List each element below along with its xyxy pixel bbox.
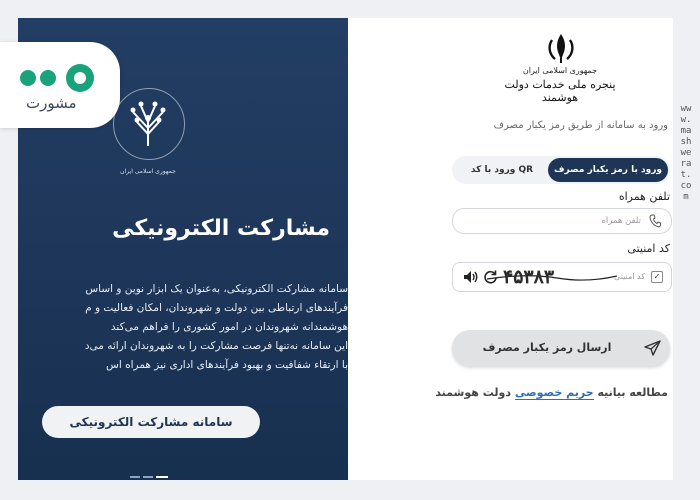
watermark-text: www.mashwerat.com <box>680 104 692 202</box>
tab-qr[interactable]: ورود با کد QR <box>470 165 534 175</box>
carousel-dot[interactable] <box>130 476 140 478</box>
carousel-dots[interactable] <box>130 466 171 480</box>
participation-system-button[interactable]: سامانه مشارکت الکترونیکی <box>42 406 260 438</box>
carousel-dot-active[interactable] <box>156 476 168 478</box>
tree-logo-icon <box>123 98 173 148</box>
body-line: با ارتقاء شفافیت و بهبود فرآیندهای اداری نیز همراه اس <box>106 359 348 371</box>
privacy-suffix: دولت هوشمند <box>435 386 511 399</box>
privacy-line <box>435 386 668 399</box>
left-title: مشارکت الکترونیکی <box>112 216 330 241</box>
brand-text: مشورت <box>26 94 77 112</box>
phone-placeholder: تلفن همراه <box>601 216 641 226</box>
check-icon[interactable]: ✓ <box>651 271 663 283</box>
left-body-text <box>18 280 348 375</box>
brand-badge <box>0 42 120 128</box>
send-otp-label: ارسال رمز یکبار مصرف <box>482 341 612 354</box>
send-otp-button[interactable] <box>452 330 670 366</box>
phone-input[interactable] <box>452 208 672 234</box>
emblem-footer: جمهوری اسلامی ایران <box>120 168 176 175</box>
brand-logo-icon <box>14 54 104 94</box>
org-line: پنجره ملی خدمات دولت هوشمند <box>504 78 616 104</box>
gov-line: جمهوری اسلامی ایران <box>522 66 598 75</box>
body-line: این سامانه نه‌تنها فرصت مشارکت را به شهروندان ارائه می‌د <box>84 340 348 352</box>
captcha-box <box>452 262 672 292</box>
login-subtitle: ورود به سامانه از طریق رمز یکبار مصرف <box>493 120 668 131</box>
refresh-icon[interactable] <box>483 269 498 284</box>
body-line: هوشمندانه شهروندان در امور کشوری را فراهم می‌کند <box>110 321 348 333</box>
tab-otp[interactable]: ورود با رمز یکبار مصرف <box>548 158 668 182</box>
site-watermark <box>680 104 692 203</box>
carousel-dot[interactable] <box>143 476 153 478</box>
login-tabs <box>452 156 670 184</box>
captcha-label: کد امنیتی <box>627 242 670 255</box>
speaker-icon[interactable] <box>463 270 479 284</box>
phone-icon <box>649 214 661 228</box>
privacy-link[interactable]: حریم خصوصی <box>514 386 594 399</box>
body-line: فرآیندهای ارتباطی بین دولت و شهروندان، امکان فعالیت و م <box>85 302 348 314</box>
captcha-code: ۴۵۳۸۳ <box>503 266 555 288</box>
phone-label: تلفن همراه <box>618 190 670 203</box>
body-line: سامانه مشارکت الکترونیکی، به‌عنوان یک ابزار نوین و اساس <box>85 283 348 295</box>
emblem-icon <box>546 32 576 64</box>
captcha-input[interactable]: کد امنیتی <box>614 272 645 281</box>
send-icon <box>644 339 662 357</box>
privacy-prefix: مطالعه بیانیه <box>597 386 668 399</box>
